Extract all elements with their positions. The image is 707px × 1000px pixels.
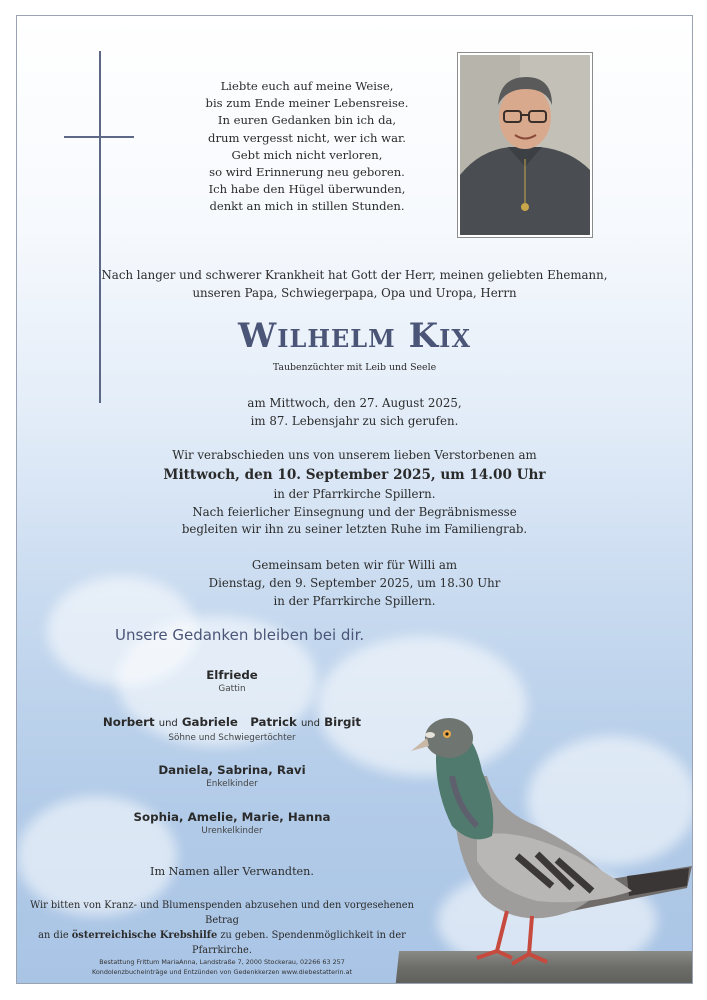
family-relation: Söhne und Schwiegertöchter <box>168 733 296 743</box>
family-names: Sophia, Amelie, Marie, Hanna <box>133 810 331 824</box>
deceased-subtitle: Taubenzüchter mit Leib und Seele <box>272 362 437 373</box>
poem-line: so wird Erinnerung neu geboren. <box>209 165 405 180</box>
death-line: im 87. Lebensjahr zu sich gerufen. <box>250 414 459 428</box>
farewell-line: Wir verabschieden uns von unserem lieben Verstorbenen am <box>172 448 537 462</box>
intro-line: Nach langer und schwerer Krankheit hat Gott der Herr, meinen geliebten Ehemann, <box>101 268 608 282</box>
donation-text: an die <box>38 930 72 941</box>
family-entry <box>72 809 392 838</box>
relatives-note: Im Namen aller Verwandten. <box>150 865 314 878</box>
funeral-date-time: Mittwoch, den 10. September 2025, um 14.00 Uhr <box>163 467 546 483</box>
poem-line: In euren Gedanken bin ich da, <box>217 113 397 128</box>
death-info <box>17 394 692 430</box>
footer-line: Kondolenzbucheinträge und Entzünden von Gedenkkerzen www.diebestatterin.at <box>92 968 352 976</box>
poem-line: Liebte euch auf meine Weise, <box>220 79 394 93</box>
family-entry <box>72 714 392 745</box>
family-relation: Gattin <box>218 684 246 694</box>
prayer-line: Dienstag, den 9. September 2025, um 18.30 Uhr <box>208 576 501 590</box>
cross-icon-bar <box>64 136 134 138</box>
family-name: Gabriele <box>181 715 238 729</box>
family-und: und <box>158 718 178 729</box>
family-entry <box>72 762 392 791</box>
poem-line: denkt an mich in stillen Stunden. <box>209 199 405 214</box>
poem-line: Ich habe den Hügel überwunden, <box>208 182 406 197</box>
family-names: Elfriede <box>206 668 258 682</box>
farewell-line: in der Pfarrkirche Spillern. <box>273 487 436 501</box>
poem <box>162 78 452 216</box>
donation-note <box>17 898 427 958</box>
footer-line: Bestattung Frittum MariaAnna, Landstraße 7, 2000 Stockerau, 02266 63 257 <box>99 958 345 966</box>
family-relation: Urenkelkinder <box>201 826 263 836</box>
obituary-card <box>16 15 693 984</box>
deceased-name: Wilhelm Kix <box>238 316 471 356</box>
family-names: Daniela, Sabrina, Ravi <box>158 763 306 777</box>
portrait-photo <box>458 53 592 237</box>
family-relation: Enkelkinder <box>206 779 258 789</box>
farewell-info <box>17 446 692 539</box>
farewell-line: begleiten wir ihn zu seiner letzten Ruhe im Familiengrab. <box>181 522 528 536</box>
intro-line: unseren Papa, Schwiegerpapa, Opa und Uropa, Herrn <box>192 286 517 300</box>
poem-line: bis zum Ende meiner Lebensreise. <box>205 96 409 111</box>
donation-line: Wir bitten von Kranz- und Blumenspenden abzusehen und den vorgesehenen Betrag <box>30 900 414 926</box>
donation-text: zu geben. Spendenmöglichkeit in der Pfarrkirche. <box>192 930 406 956</box>
charity-name: österreichische Krebshilfe <box>71 930 218 941</box>
thoughts-heading: Unsere Gedanken bleiben bei dir. <box>115 626 365 644</box>
family-entry <box>72 667 392 696</box>
portrait-illustration <box>460 55 590 235</box>
family-name: Norbert <box>102 715 155 729</box>
death-line: am Mittwoch, den 27. August 2025, <box>247 396 462 410</box>
poem-line: Gebt mich nicht verloren, <box>231 147 383 162</box>
family-names <box>72 714 392 732</box>
donation-line <box>17 928 427 958</box>
prayer-info <box>17 556 692 610</box>
prayer-line: Gemeinsam beten wir für Willi am <box>251 558 458 572</box>
family-name: Patrick <box>250 715 297 729</box>
poem-line: drum vergesst nicht, wer ich war. <box>208 130 406 145</box>
family-und: und <box>300 718 320 729</box>
intro-text <box>17 266 692 302</box>
farewell-line: Nach feierlicher Einsegnung und der Begräbnismesse <box>192 504 517 519</box>
pigeon-illustration <box>397 696 693 976</box>
prayer-line: in der Pfarrkirche Spillern. <box>273 594 436 608</box>
family-name: Birgit <box>324 715 362 729</box>
funeral-home-footer <box>17 957 427 977</box>
